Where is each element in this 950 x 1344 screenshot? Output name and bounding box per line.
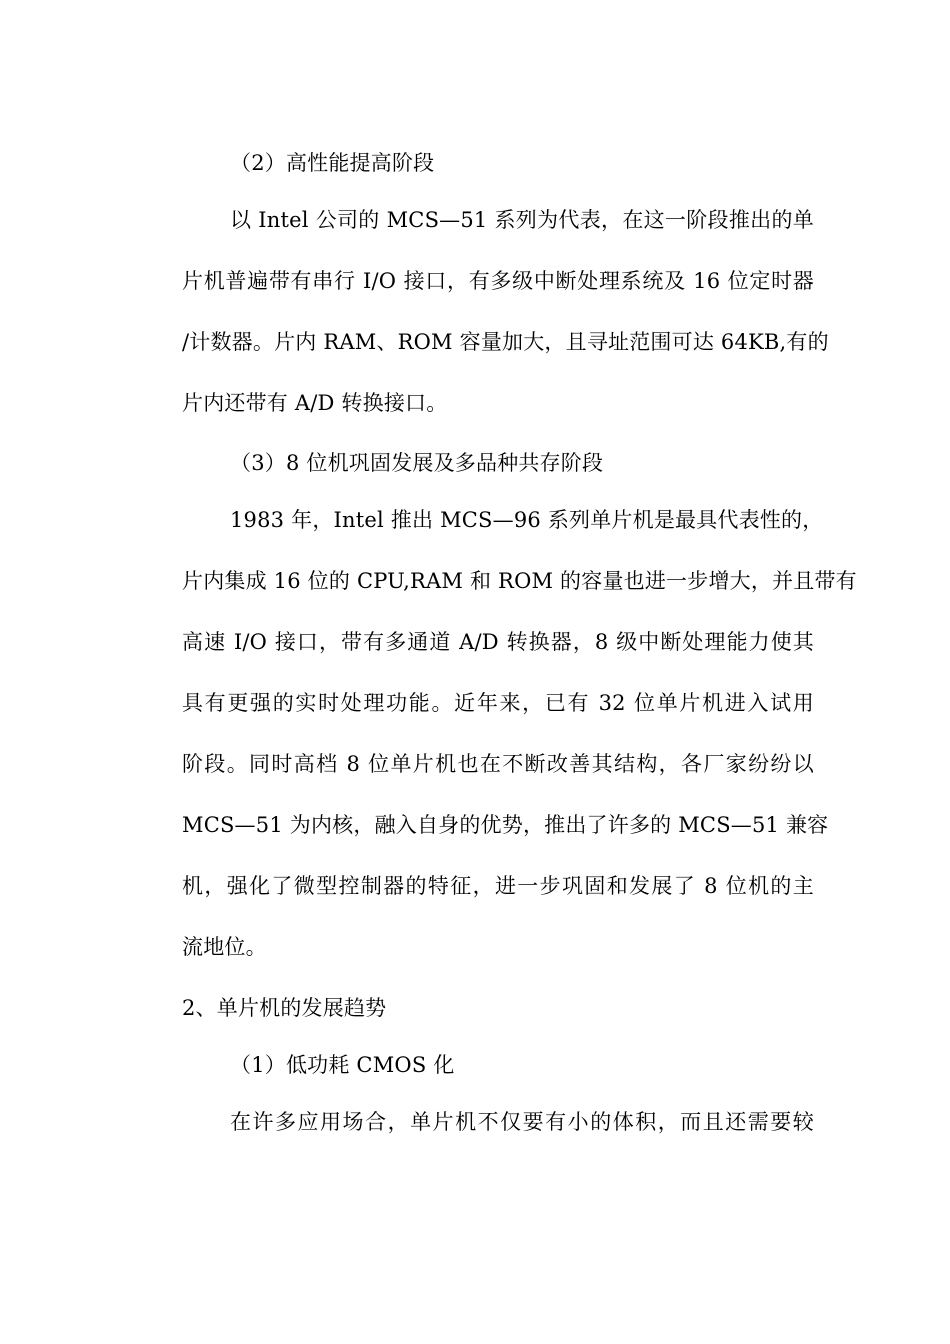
- paragraph-line: 在许多应用场合，单片机不仅要有小的体积，而且还需要较: [230, 1110, 814, 1134]
- subsection-heading-low-power-cmos: （1）低功耗 CMOS 化: [230, 1053, 455, 1077]
- paragraph-line: 以 Intel 公司的 MCS—51 系列为代表，在这一阶段推出的单: [230, 208, 814, 232]
- paragraph-line: 片内集成 16 位的 CPU,RAM 和 ROM 的容量也进一步增大，并且带有: [182, 569, 857, 593]
- paragraph-line: 机，强化了微型控制器的特征，进一步巩固和发展了 8 位机的主: [182, 874, 814, 898]
- section-heading-3: （3）8 位机巩固发展及多品种共存阶段: [230, 451, 604, 475]
- paragraph-line: /计数器。片内 RAM、ROM 容量加大，且寻址范围可达 64KB,有的: [182, 330, 829, 354]
- paragraph-line: 流地位。: [182, 935, 267, 959]
- section-heading-2: （2）高性能提高阶段: [230, 151, 435, 175]
- paragraph-line: 片机普遍带有串行 I/O 接口，有多级中断处理系统及 16 位定时器: [182, 269, 814, 293]
- paragraph-line: 阶段。同时高档 8 位单片机也在不断改善其结构，各厂家纷纷以: [182, 752, 814, 776]
- paragraph-line: 1983 年，Intel 推出 MCS—96 系列单片机是最具代表性的，: [230, 508, 824, 532]
- section-heading-development-trends: 2、单片机的发展趋势: [182, 996, 387, 1020]
- paragraph-line: 片内还带有 A/D 转换接口。: [182, 391, 448, 415]
- paragraph-line: 高速 I/O 接口，带有多通道 A/D 转换器，8 级中断处理能力使其: [182, 630, 814, 654]
- paragraph-line: MCS—51 为内核，融入自身的优势，推出了许多的 MCS—51 兼容: [182, 813, 829, 837]
- paragraph-line: 具有更强的实时处理功能。近年来，已有 32 位单片机进入试用: [182, 691, 814, 715]
